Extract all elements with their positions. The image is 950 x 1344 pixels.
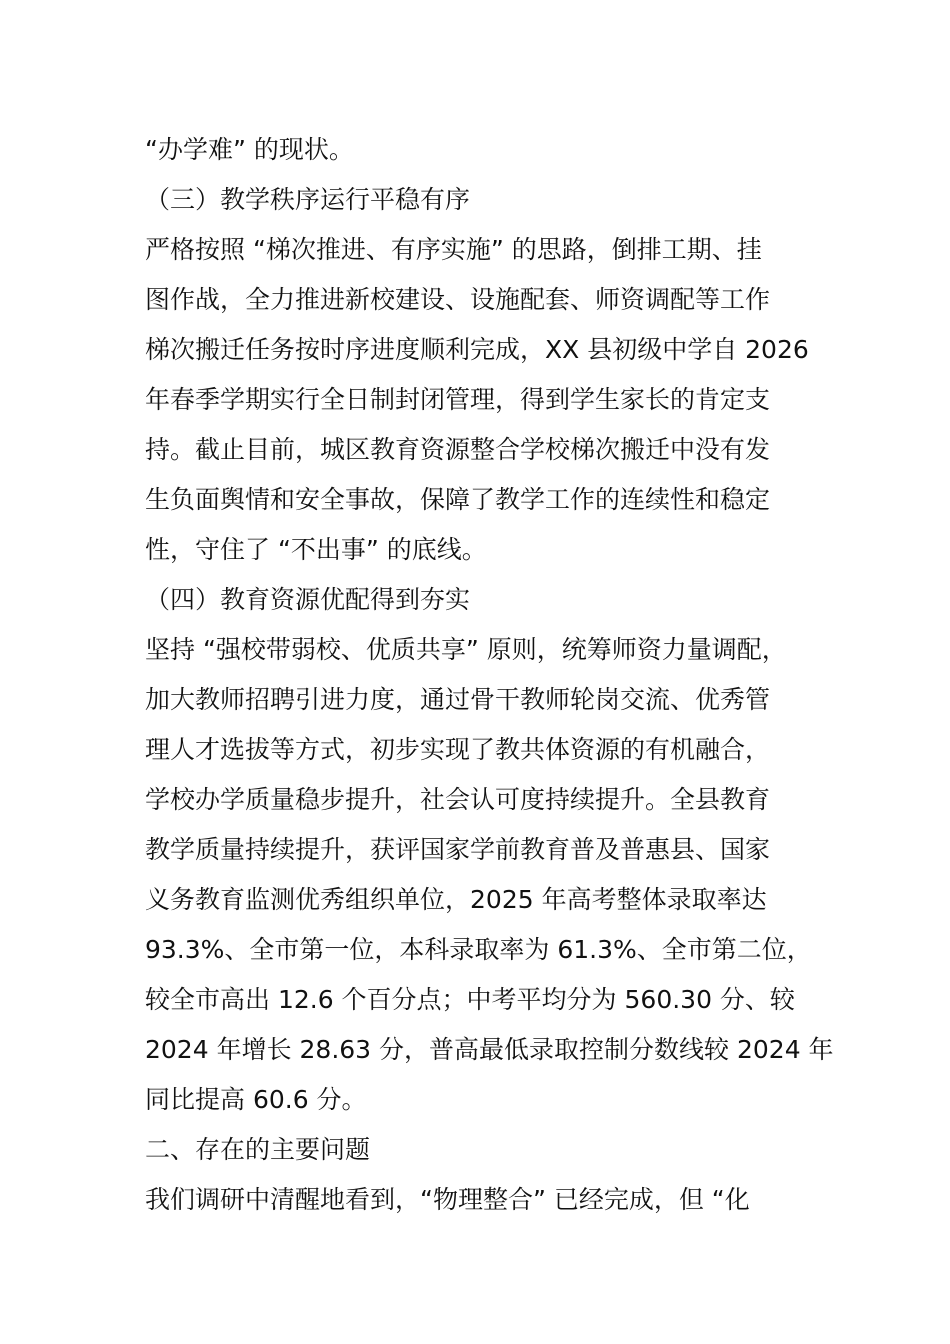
paragraph-line: 93.3%、全市第一位，本科录取率为 61.3%、全市第二位， xyxy=(145,935,812,964)
chapter-heading-2: 二、存在的主要问题 xyxy=(145,1135,371,1164)
section-heading-4: （四）教育资源优配得到夯实 xyxy=(145,585,471,614)
paragraph-line: 同比提高 60.6 分。 xyxy=(145,1085,367,1114)
paragraph-line: 坚持 “强校带弱校、优质共享” 原则，统筹师资力量调配， xyxy=(145,635,787,664)
section-heading-3: （三）教学秩序运行平稳有序 xyxy=(145,185,471,214)
paragraph-line: 2024 年增长 28.63 分，普高最低录取控制分数线较 2024 年 xyxy=(145,1035,834,1064)
paragraph-line: “办学难” 的现状。 xyxy=(145,135,354,164)
paragraph-line: 义务教育监测优秀组织单位，2025 年高考整体录取率达 xyxy=(145,885,767,914)
paragraph-line: 性，守住了 “不出事” 的底线。 xyxy=(145,535,487,564)
paragraph-line: 持。截止目前，城区教育资源整合学校梯次搬迁中没有发 xyxy=(145,435,771,464)
paragraph-line: 理人才选拔等方式，初步实现了教共体资源的有机融合， xyxy=(145,735,771,764)
paragraph-line: 生负面舆情和安全事故，保障了教学工作的连续性和稳定 xyxy=(145,485,771,514)
paragraph-line: 年春季学期实行全日制封闭管理，得到学生家长的肯定支 xyxy=(145,385,771,414)
paragraph-line: 加大教师招聘引进力度，通过骨干教师轮岗交流、优秀管 xyxy=(145,685,771,714)
paragraph-line: 较全市高出 12.6 个百分点；中考平均分为 560.30 分、较 xyxy=(145,985,795,1014)
paragraph-line: 学校办学质量稳步提升，社会认可度持续提升。全县教育 xyxy=(145,785,771,814)
paragraph-line: 严格按照 “梯次推进、有序实施” 的思路，倒排工期、挂 xyxy=(145,235,762,264)
paragraph-line: 梯次搬迁任务按时序进度顺利完成，XX 县初级中学自 2026 xyxy=(145,335,809,364)
paragraph-line: 我们调研中清醒地看到，“物理整合” 已经完成，但 “化 xyxy=(145,1185,750,1214)
paragraph-line: 图作战，全力推进新校建设、设施配套、师资调配等工作 xyxy=(145,285,771,314)
paragraph-line: 教学质量持续提升，获评国家学前教育普及普惠县、国家 xyxy=(145,835,771,864)
